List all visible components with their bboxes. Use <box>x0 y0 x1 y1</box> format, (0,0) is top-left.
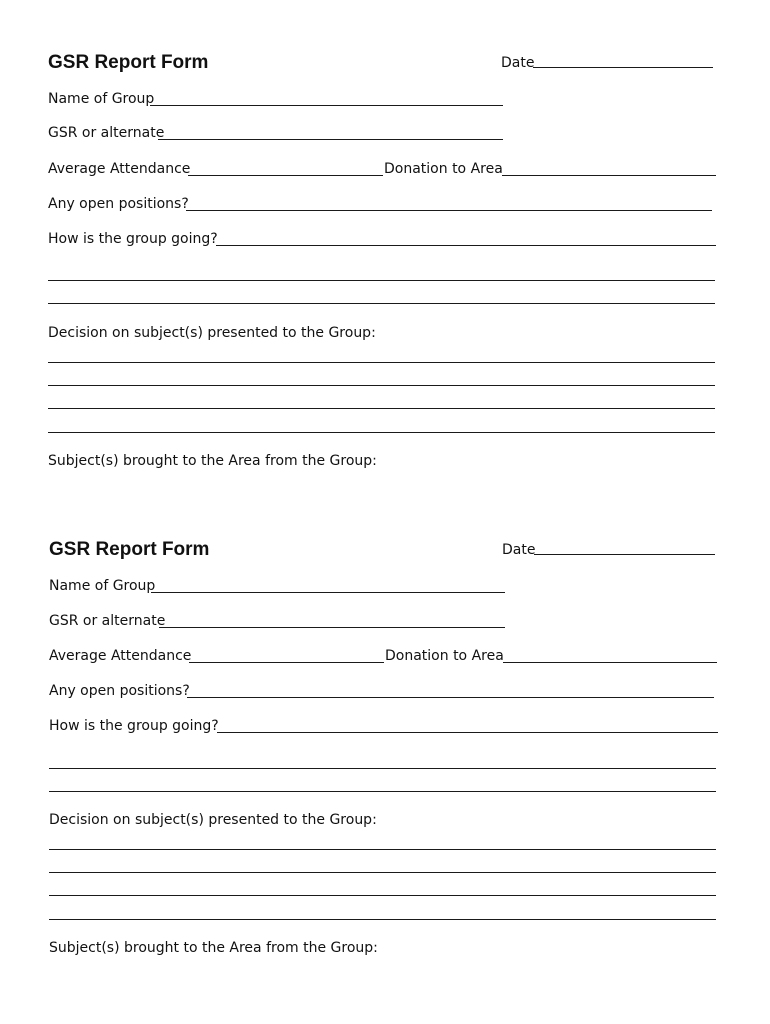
open-positions-field[interactable] <box>187 697 714 698</box>
gsr-or-alternate-label: GSR or alternate <box>48 125 165 141</box>
donation-to-area-label: Donation to Area <box>385 648 504 664</box>
decision-line-2[interactable] <box>49 872 716 873</box>
average-attendance-field[interactable] <box>189 662 384 663</box>
form-title: GSR Report Form <box>49 539 210 560</box>
date-label: Date <box>501 55 535 71</box>
decision-line-2[interactable] <box>48 385 715 386</box>
average-attendance-field[interactable] <box>188 175 383 176</box>
group-going-line-2[interactable] <box>49 768 716 769</box>
gsr-report-form-1 <box>48 50 720 490</box>
decision-line-1[interactable] <box>48 362 715 363</box>
donation-to-area-label: Donation to Area <box>384 161 503 177</box>
group-going-line-3[interactable] <box>48 303 715 304</box>
date-label: Date <box>502 542 536 558</box>
open-positions-label: Any open positions? <box>49 683 190 699</box>
gsr-or-alternate-field[interactable] <box>159 627 505 628</box>
form-title: GSR Report Form <box>48 52 209 73</box>
group-going-label: How is the group going? <box>49 718 219 734</box>
average-attendance-label: Average Attendance <box>49 648 192 664</box>
subjects-label: Subject(s) brought to the Area from the Group: <box>49 940 378 956</box>
date-field[interactable] <box>534 554 715 555</box>
name-of-group-label: Name of Group <box>48 91 155 107</box>
date-field[interactable] <box>533 67 713 68</box>
decision-line-4[interactable] <box>48 432 715 433</box>
open-positions-field[interactable] <box>186 210 712 211</box>
decision-line-4[interactable] <box>49 919 716 920</box>
open-positions-label: Any open positions? <box>48 196 189 212</box>
donation-to-area-field[interactable] <box>502 175 716 176</box>
average-attendance-label: Average Attendance <box>48 161 191 177</box>
gsr-report-form-2 <box>48 537 720 977</box>
decision-label: Decision on subject(s) presented to the Group: <box>49 812 377 828</box>
gsr-or-alternate-label: GSR or alternate <box>49 613 166 629</box>
name-of-group-field[interactable] <box>150 105 503 106</box>
group-going-line-2[interactable] <box>48 280 715 281</box>
decision-line-1[interactable] <box>49 849 716 850</box>
gsr-or-alternate-field[interactable] <box>158 139 503 140</box>
group-going-label: How is the group going? <box>48 231 218 247</box>
decision-line-3[interactable] <box>48 408 715 409</box>
name-of-group-field[interactable] <box>151 592 505 593</box>
decision-line-3[interactable] <box>49 895 716 896</box>
donation-to-area-field[interactable] <box>503 662 717 663</box>
group-going-line-3[interactable] <box>49 791 716 792</box>
name-of-group-label: Name of Group <box>49 578 156 594</box>
group-going-field[interactable] <box>217 732 718 733</box>
decision-label: Decision on subject(s) presented to the Group: <box>48 325 376 341</box>
group-going-field[interactable] <box>216 245 716 246</box>
subjects-label: Subject(s) brought to the Area from the Group: <box>48 453 377 469</box>
